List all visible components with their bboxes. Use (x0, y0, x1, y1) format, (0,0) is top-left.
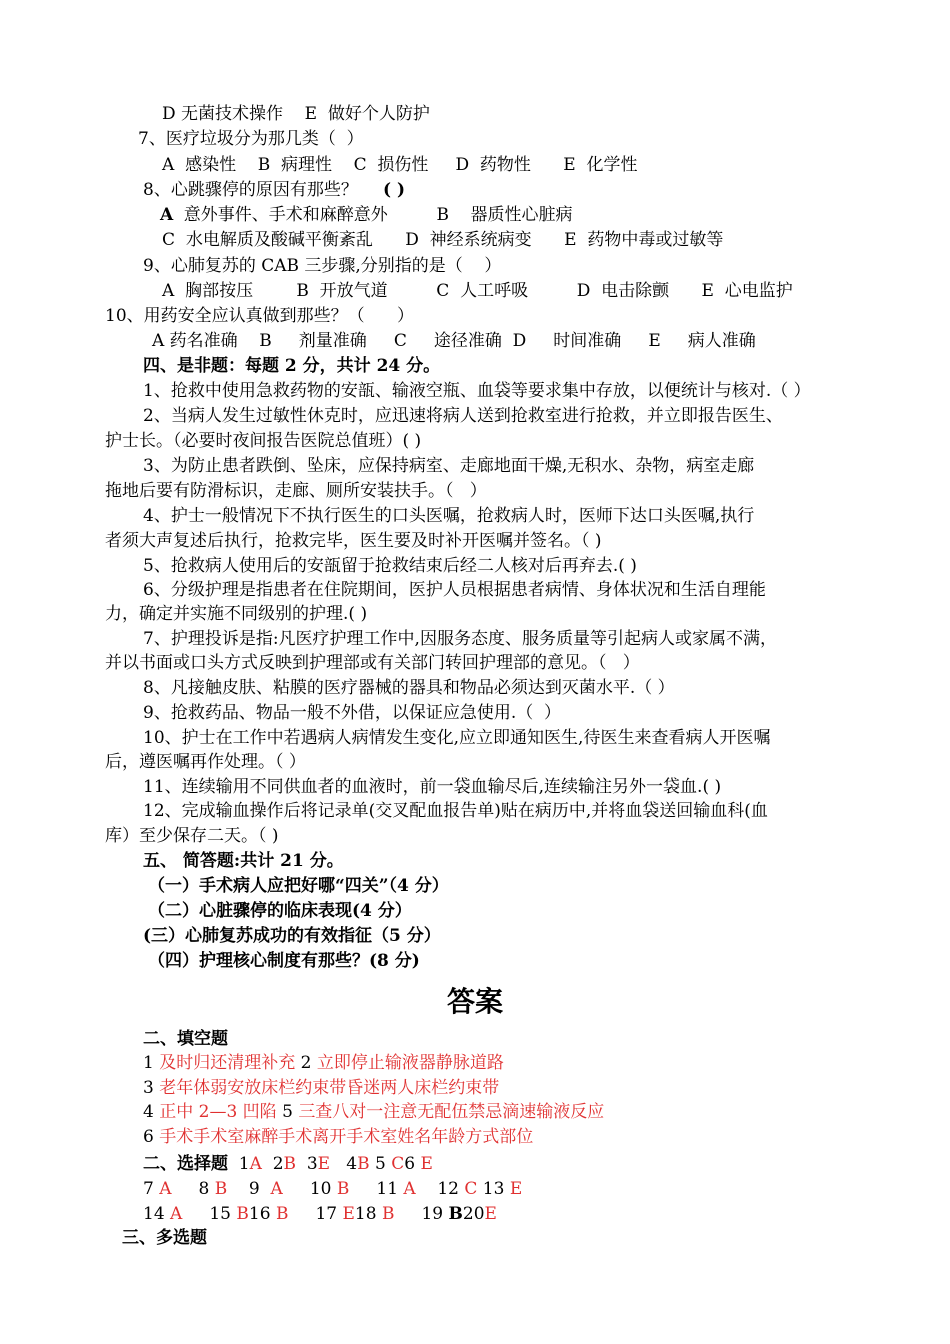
text-line: 12、完成输血操作后将记录单(交叉配血报告单)贴在病历中,并将血袋送回输血科(血 (143, 801, 768, 821)
text-line: 8、心跳骤停的原因有那些？ (143, 180, 358, 200)
answer-letter: B (236, 1204, 249, 1224)
answer-letter: A (403, 1179, 416, 1199)
answer-text: 老年体弱安放床栏约束带昏迷两人床栏约束带 (159, 1078, 500, 1098)
text-line: 2、当病人发生过敏性休克时，应迅速将病人送到抢救室进行抢救，并立即报告医生、 (143, 406, 783, 426)
choice-answer-line (143, 1153, 433, 1175)
question-number: 13 (477, 1179, 510, 1199)
answer-letter: E (342, 1204, 355, 1224)
question-number: 3 (296, 1154, 318, 1174)
answer-letter: A (249, 1154, 262, 1174)
text-line: C 水电解质及酸碱平衡紊乱 D 神经系统病变 E 药物中毒或过敏等 (162, 230, 724, 250)
text-line: (三）心肺复苏成功的有效指征（5 分） (143, 926, 441, 946)
question-number: 10 (282, 1179, 337, 1199)
text-line: 四、是非题：每题 2 分，共计 24 分。 (143, 356, 441, 376)
answer-letter: E (509, 1179, 523, 1199)
text-line: 7、护理投诉是指:凡医疗护理工作中,因服务态度、服务质量等引起病人或家属不满， (143, 629, 777, 649)
question-number: 15 (182, 1204, 237, 1224)
text-line: 后，遵医嘱再作处理。（ ） (105, 752, 306, 772)
text-line: 9、心肺复苏的 CAB 三步骤,分别指的是（ ） (143, 256, 502, 276)
question-number: 5 (369, 1154, 392, 1174)
text-line: 库）至少保存二天。（ ) (105, 826, 279, 846)
text-line: 者须大声复述后执行，抢救完毕，医生要及时补开医嘱并签名。（ ) (105, 531, 602, 551)
question-number: 8 (171, 1179, 215, 1199)
question-number: 2 (261, 1154, 284, 1174)
answer-text: 手术手术室麻醉手术离开手术室姓名年龄方式部位 (159, 1127, 534, 1147)
fill-heading: 二、填空题 (143, 1029, 228, 1049)
question-number: 12 (415, 1179, 465, 1199)
text-line: 8、凡接触皮肤、粘膜的医疗器械的器具和物品必须达到灭菌水平.（ ） (143, 678, 675, 698)
question-number: 19 (394, 1204, 449, 1224)
question-number: 3 (143, 1078, 160, 1098)
question-number: 17 (288, 1204, 343, 1224)
answer-letter: E (420, 1154, 433, 1174)
text-line: 1、抢救中使用急救药物的安瓿、输液空瓶、血袋等要求集中存放，以便统计与核对.（ ） (143, 381, 811, 401)
question-number: 5 (276, 1102, 299, 1122)
text-line: 9、抢救药品、物品一般不外借，以保证应急使用.（ ） (143, 703, 562, 723)
answer-letter: B (275, 1204, 289, 1224)
question-number: 14 (143, 1204, 171, 1224)
text-line: A 药名准确 B 剂量准确 C 途径准确 D 时间准确 E 病人准确 (152, 331, 756, 351)
answer-title: 答案 (446, 985, 503, 1018)
answer-letter: B (214, 1179, 228, 1199)
text-line: A (160, 205, 174, 225)
text-line: A 感染性 B 病理性 C 损伤性 D 药物性 E 化学性 (162, 155, 638, 175)
text-line: 力，确定并实施不同级别的护理.( ) (105, 604, 368, 624)
answer-letter: C (464, 1179, 478, 1199)
text-line: 6、分级护理是指患者在住院期间，医护人员根据患者病情、身体状况和生活自理能 (143, 580, 766, 600)
question-number: 20 (462, 1204, 485, 1224)
text-line: 五、 简答题:共计 21 分。 (143, 851, 344, 871)
fill-answer-line (143, 1052, 504, 1074)
question-number: 1 (143, 1053, 160, 1073)
answer-letter: B (357, 1154, 370, 1174)
question-number: 4 (143, 1102, 160, 1122)
text-line: 7、医疗垃圾分为那几类（ ） (138, 129, 364, 149)
question-number: 4 (330, 1154, 358, 1174)
text-line: 10、护士在工作中若遇病人病情发生变化,应立即通知医生,待医生来查看病人开医嘱 (143, 728, 771, 748)
question-number: 7 (143, 1179, 160, 1199)
text-line: （一）手术病人应把好哪“四关”（4 分） (148, 876, 449, 896)
answer-text: 及时归还清理补充 (159, 1053, 296, 1073)
answer-letter: E (484, 1204, 497, 1224)
choice-answer-line (143, 1178, 522, 1200)
answer-letter: A (170, 1204, 183, 1224)
answer-letter: C (391, 1154, 405, 1174)
answer-letter: B (448, 1204, 463, 1224)
answer-text: 三查八对一注意无配伍禁忌滴速输液反应 (298, 1102, 605, 1122)
question-number: 16 (248, 1204, 276, 1224)
question-number: 9 (227, 1179, 271, 1199)
text-line: 11、连续输用不同供血者的血液时，前一袋血输尽后,连续输注另外一袋血.( ) (143, 777, 722, 797)
text-line: 5、抢救病人使用后的安瓿留于抢救结束后经二人核对后再弃去.( ) (143, 556, 637, 576)
text-line: D 无菌技术操作 E 做好个人防护 (162, 104, 430, 124)
question-number: 2 (295, 1053, 317, 1073)
text-line: （二）心脏骤停的临床表现(4 分） (148, 901, 412, 921)
text-line: A 胸部按压 B 开放气道 C 人工呼吸 D 电击除颤 E 心电监护 (162, 281, 793, 301)
choice-heading: 二、选择题 (143, 1154, 228, 1174)
text-line: （四）护理核心制度有那些？(8 分) (148, 951, 420, 971)
question-number: 1 (228, 1154, 250, 1174)
text-line: 护士长。（必要时夜间报告医院总值班）( ) (105, 431, 422, 451)
question-number: 18 (354, 1204, 382, 1224)
text-line: 意外事件、手术和麻醉意外 B 器质性心脏病 (173, 205, 573, 225)
question-number: 11 (349, 1179, 404, 1199)
answer-text: 立即停止输液器静脉道路 (316, 1053, 504, 1073)
text-line: 拖地后要有防滑标识，走廊、厕所安装扶手。（ ） (105, 481, 487, 501)
answer-letter: B (381, 1204, 395, 1224)
fill-answer-line (143, 1126, 533, 1148)
question-number: 6 (143, 1127, 160, 1147)
answer-letter: E (317, 1154, 331, 1174)
text-line: 10、用药安全应认真做到那些？（ ） (105, 306, 415, 326)
text-line: 并以书面或口头方式反映到护理部或有关部门转回护理部的意见。（ ） (105, 653, 640, 673)
answer-text: 正中 2—3 凹陷 (159, 1102, 277, 1122)
choice-answer-line (143, 1203, 497, 1225)
fill-answer-line (143, 1101, 604, 1123)
multi-heading: 三、多选题 (122, 1228, 207, 1248)
text-line: 3、为防止患者跌倒、坠床，应保持病室、走廊地面干燥,无积水、杂物，病室走廊 (143, 456, 755, 476)
answer-letter: A (159, 1179, 172, 1199)
question-number: 6 (404, 1154, 421, 1174)
answer-letter: B (336, 1179, 350, 1199)
text-line: 4、护士一般情况下不执行医生的口头医嘱，抢救病人时，医师下达口头医嘱,执行 (143, 506, 755, 526)
answer-letter: A (270, 1179, 283, 1199)
fill-answer-line (143, 1077, 499, 1099)
answer-letter: B (283, 1154, 297, 1174)
text-line: ( ) (383, 180, 406, 200)
